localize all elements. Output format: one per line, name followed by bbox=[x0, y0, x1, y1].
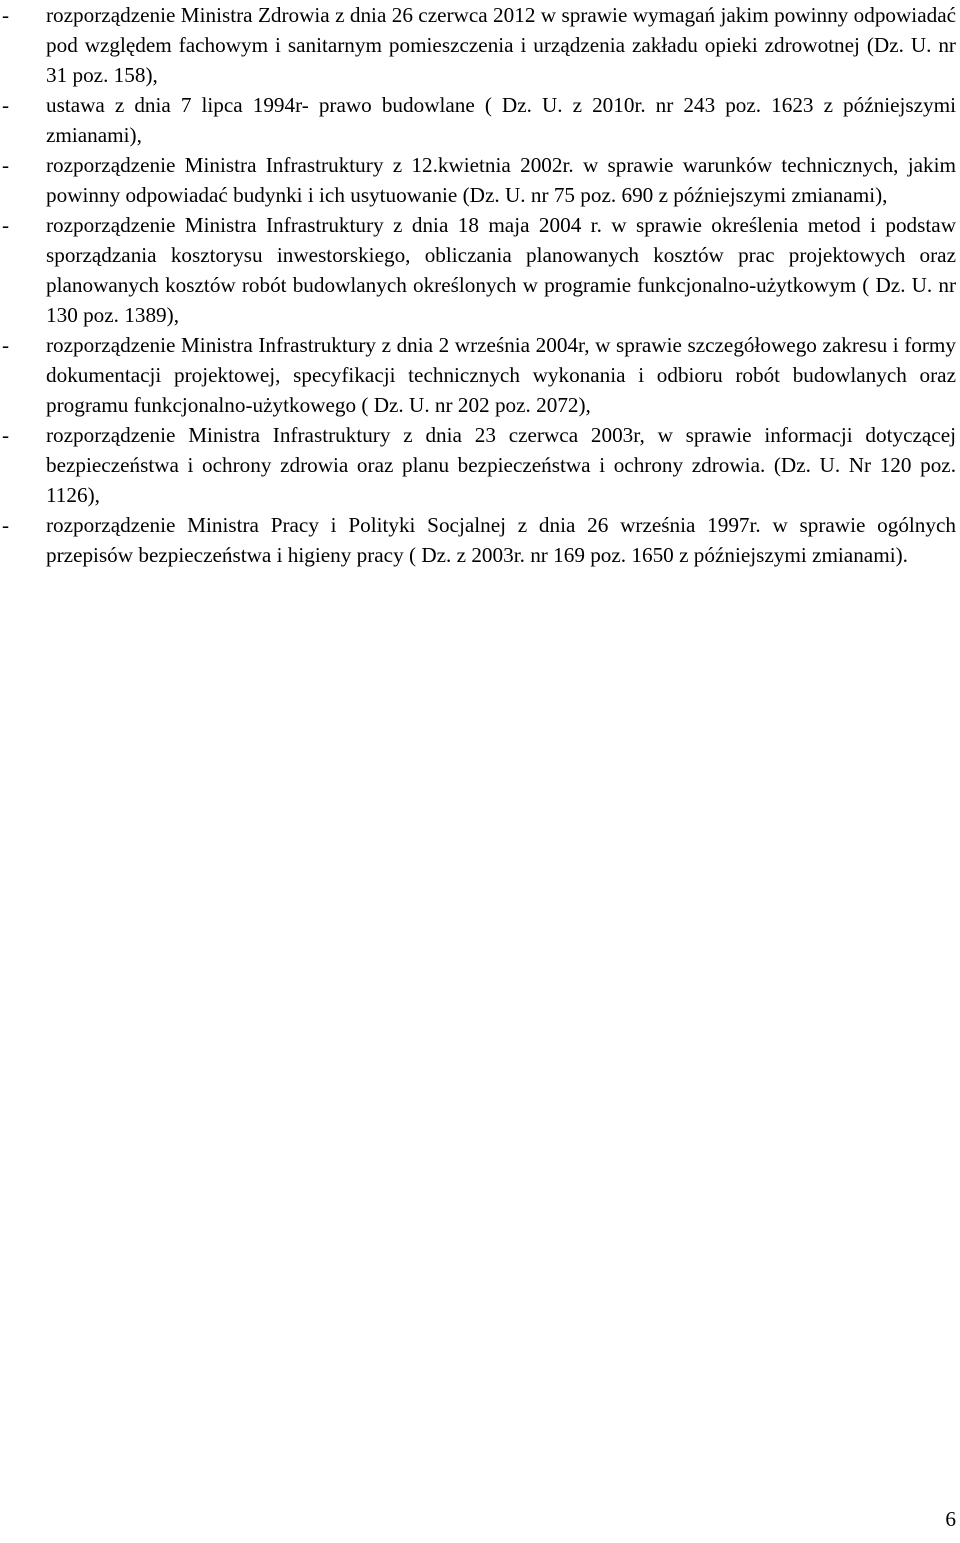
list-bullet: - bbox=[2, 513, 10, 537]
list-item bbox=[0, 0, 956, 90]
list-item-text: ustawa z dnia 7 lipca 1994r- prawo budowlane ( Dz. U. z 2010r. nr 243 poz. 1623 z późniejszymi zmianami), bbox=[46, 93, 956, 147]
list-item-text: rozporządzenie Ministra Pracy i Polityki Socjalnej z dnia 26 września 1997r. w sprawie ogólnych przepisów bezpieczeństwa i higieny pracy ( Dz. z 2003r. nr 169 poz. 1650 z późniejszymi zmianami). bbox=[46, 513, 956, 567]
list-item-text: rozporządzenie Ministra Infrastruktury z 12.kwietnia 2002r. w sprawie warunków technicznych, jakim powinny odpowiadać budynki i ich usytuowanie (Dz. U. nr 75 poz. 690 z późniejszymi zmianami), bbox=[46, 153, 956, 207]
list-bullet: - bbox=[2, 333, 10, 357]
list-bullet: - bbox=[2, 213, 10, 237]
list-bullet: - bbox=[2, 93, 10, 117]
list-bullet: - bbox=[2, 3, 10, 27]
list-item-text: rozporządzenie Ministra Zdrowia z dnia 26 czerwca 2012 w sprawie wymagań jakim powinny odpowiadać pod względem fachowym i sanitarnym pomieszczenia i urządzenia zakładu opieki zdrowotnej (Dz. U. nr 31 poz. 158), bbox=[46, 3, 956, 87]
list-item bbox=[0, 510, 956, 570]
list-item bbox=[0, 420, 956, 510]
legal-references-list bbox=[0, 0, 956, 570]
list-item bbox=[0, 210, 956, 330]
list-item-text: rozporządzenie Ministra Infrastruktury z dnia 23 czerwca 2003r, w sprawie informacji dotyczącej bezpieczeństwa i ochrony zdrowia oraz planu bezpieczeństwa i ochrony zdrowia. (Dz. U. Nr 120 poz. 1126), bbox=[46, 423, 956, 507]
page-number: 6 bbox=[945, 1507, 956, 1531]
list-item bbox=[0, 90, 956, 150]
list-item bbox=[0, 330, 956, 420]
list-item-text: rozporządzenie Ministra Infrastruktury z dnia 2 września 2004r, w sprawie szczegółowego zakresu i formy dokumentacji projektowej, specyfikacji technicznych wykonania i odbioru robót budowlanych oraz programu funkcjonalno-użytkowego ( Dz. U. nr 202 poz. 2072), bbox=[46, 333, 956, 417]
list-bullet: - bbox=[2, 423, 10, 447]
list-item bbox=[0, 150, 956, 210]
list-bullet: - bbox=[2, 153, 10, 177]
list-item-text: rozporządzenie Ministra Infrastruktury z dnia 18 maja 2004 r. w sprawie określenia metod i podstaw sporządzania kosztorysu inwestorskiego, obliczania planowanych kosztów prac projektowych oraz planowanych kosztów robót budowlanych określonych w programie funkcjonalno-użytkowym ( Dz. U. nr 130 poz. 1389), bbox=[46, 213, 956, 327]
